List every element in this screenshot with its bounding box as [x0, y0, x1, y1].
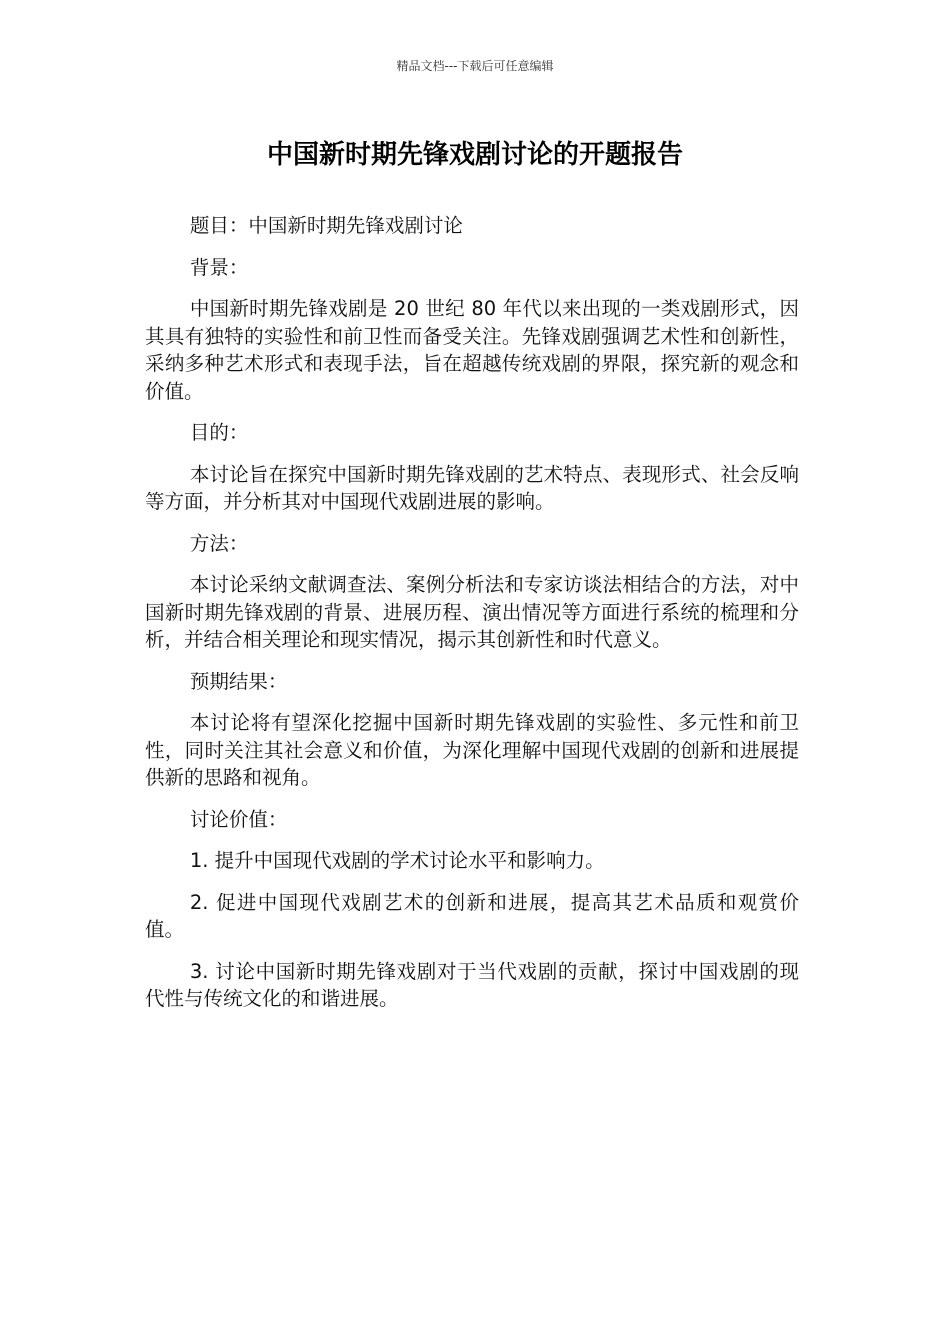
- paragraph-background: 中国新时期先锋戏剧是 20 世纪 80 年代以来出现的一类戏剧形式，因其具有独特的实验性和前卫性而备受关注。先锋戏剧强调艺术性和创新性，采纳多种艺术形式和表现手法，旨在超越传统戏剧的界限，探究新的观念和价值。: [145, 297, 799, 403]
- value-item-3: 3. 讨论中国新时期先锋戏剧对于当代戏剧的贡献，探讨中国戏剧的现代性与传统文化的和谐进展。: [145, 959, 799, 1010]
- document-body: [145, 212, 799, 1027]
- section-heading-expected-results: 预期结果：: [189, 669, 288, 693]
- paragraph-expected-results: 本讨论将有望深化挖掘中国新时期先锋戏剧的实验性、多元性和前卫性，同时关注其社会意义和价值，为深化理解中国现代戏剧的创新和进展提供新的思路和视角。: [145, 711, 799, 789]
- section-heading-method: 方法：: [189, 531, 249, 555]
- value-item-1: 1. 提升中国现代戏剧的学术讨论水平和影响力。: [189, 849, 605, 872]
- value-item-2: 2. 促进中国现代戏剧艺术的创新和进展，提高其艺术品质和观赏价值。: [145, 890, 799, 941]
- section-heading-background: 背景：: [189, 255, 249, 279]
- header-note: 精品文档---下载后可任意编辑: [396, 59, 554, 73]
- paragraph-method: 本讨论采纳文献调查法、案例分析法和专家访谈法相结合的方法，对中国新时期先锋戏剧的背景、进展历程、演出情况等方面进行系统的梳理和分析，并结合相关理论和现实情况，揭示其创新性和时代意义。: [145, 573, 799, 651]
- paragraph-purpose: 本讨论旨在探究中国新时期先锋戏剧的艺术特点、表现形式、社会反响等方面，并分析其对中国现代戏剧进展的影响。: [145, 462, 799, 513]
- section-heading-purpose: 目的：: [189, 421, 249, 444]
- section-heading-value: 讨论价值：: [189, 807, 288, 831]
- document-title: 中国新时期先锋戏剧讨论的开题报告: [266, 140, 683, 170]
- topic-line: 题目：中国新时期先锋戏剧讨论: [189, 214, 463, 237]
